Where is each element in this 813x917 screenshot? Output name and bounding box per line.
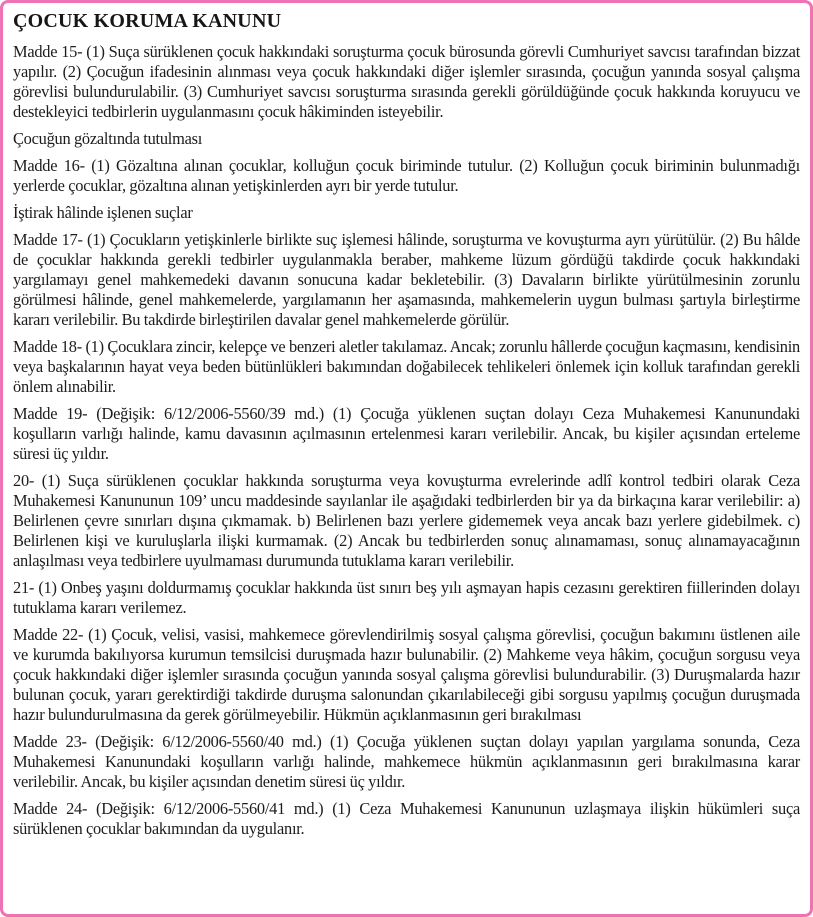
page-title: ÇOCUK KORUMA KANUNU xyxy=(13,10,282,32)
paragraph-madde-18: Madde 18- (1) Çocuklara zincir, kelepçe ve benzeri aletler takılamaz. Ancak; zorunlu hâllerde çocuğun kaçmasını, kendisinin veya başkalarının hayat veya beden bütünlükleri bakımından doğabilecek tehlikeleri önlemek için kolluk tarafından gerekli önlem alınabilir. xyxy=(13,337,800,396)
paragraph-madde-15: Madde 15- (1) Suça sürüklenen çocuk hakkındaki soruşturma çocuk bürosunda görevli Cumhuriyet savcısı tarafından bizzat yapılır. (2) Çocuğun ifadesinin alınması veya çocuk hakkındaki diğer işlemler sırasında, çocuğun yanında sosyal çalışma görevlisi bulundurulabilir. (3) Cumhuriyet savcısı soruşturma sırasında gerekli görüldüğünde çocuk hakkında koruyucu ve destekleyici tedbirlerin uygulanmasını çocuk hâkiminden isteyebilir. xyxy=(13,42,800,121)
paragraph-madde-19: Madde 19- (Değişik: 6/12/2006-5560/39 md.) (1) Çocuğa yüklenen suçtan dolayı Ceza Muhakemesi Kanunundaki koşulların varlığı halinde, kamu davasının açılmasının ertelenmesi kararı verilebilir. Ancak, bu kişiler açısından erteleme süresi üç yıldır. xyxy=(13,404,800,463)
paragraph-madde-24: Madde 24- (Değişik: 6/12/2006-5560/41 md.) (1) Ceza Muhakemesi Kanununun uzlaşmaya ilişkin hükümleri suça sürüklenen çocuklar bakımından da uygulanır. xyxy=(13,799,800,838)
paragraph-madde-23: Madde 23- (Değişik: 6/12/2006-5560/40 md.) (1) Çocuğa yüklenen suçtan dolayı yapılan yargılama sonunda, Ceza Muhakemesi Kanunundaki koşulların varlığı halinde, mahkemece hükmün açıklanmasının geri bırakılmasına karar verilebilir. Ancak, bu kişiler açısından denetim süresi üç yıldır. xyxy=(13,732,800,791)
section-heading-istirak-halinde: İştirak hâlinde işlenen suçlar xyxy=(13,203,193,222)
paragraph-madde-20: 20- (1) Suça sürüklenen çocuklar hakkında soruşturma veya kovuşturma evrelerinde adlî kontrol tedbiri olarak Ceza Muhakemesi Kanununun 109’ uncu maddesinde sayılanlar ile aşağıdaki tedbirlerden bir ya da birkaçına karar verilebilir: a) Belirlenen çevre sınırları dışına çıkmamak. b) Belirlenen bazı yerlere gidememek veya ancak bazı yerlere gidebilmek. c) Belirlenen kişi ve kuruluşlarla ilişki kurmamak. (2) Ancak bu tedbirlerden sonuç alınamaması, sonuç alınamayacağının anlaşılması veya tedbirlere uyulmaması durumunda tutuklama kararı verilebilir. xyxy=(13,471,800,570)
paragraph-madde-22: Madde 22- (1) Çocuk, velisi, vasisi, mahkemece görevlendirilmiş sosyal çalışma görevlisi, çocuğun bakımını üstlenen aile ve kurumda bakılıyorsa kurumun temsilcisi duruşmada hazır bulunabilir. (2) Mahkeme veya hâkim, çocuğun sorgusu veya çocuk hakkındaki diğer işlemler sırasında çocuğun yanında sosyal çalışma görevlisi bulundurabilir. (3) Duruşmalarda hazır bulunan çocuk, yararı gerektirdiği takdirde duruşma salonundan çıkarılabileceği gibi sorgusu yapılmış çocuğun duruşmada hazır bulundurulmasına da gerek görülmeyebilir. Hükmün açıklanmasının geri bırakılması xyxy=(13,625,800,724)
paragraph-madde-21: 21- (1) Onbeş yaşını doldurmamış çocuklar hakkında üst sınırı beş yılı aşmayan hapis cezasını gerektiren fiillerinden dolayı tutuklama kararı verilemez. xyxy=(13,578,800,617)
section-heading-gozaltinda-tutulma: Çocuğun gözaltında tutulması xyxy=(13,129,203,148)
paragraph-madde-17: Madde 17- (1) Çocukların yetişkinlerle birlikte suç işlemesi hâlinde, soruşturma ve kovuşturma ayrı yürütülür. (2) Bu hâlde de çocuklar hakkında gerekli tedbirler uygulanmakla beraber, mahkeme lüzum gördüğü takdirde çocuk hakkındaki yargılamayı genel mahkemedeki davanın sonucuna kadar bekletebilir. (3) Davaların birlikte yürütülmesinin zorunlu görülmesi hâlinde, genel mahkemelerde, yargılamanın her aşamasında, mahkemelerin uygun bulması şartıyla birleştirme kararı verilebilir. Bu takdirde birleştirilen davalar genel mahkemelerde görülür. xyxy=(13,230,800,329)
paragraph-madde-16: Madde 16- (1) Gözaltına alınan çocuklar, kolluğun çocuk biriminde tutulur. (2) Kolluğun çocuk biriminin bulunmadığı yerlerde çocuklar, gözaltına alınan yetişkinlerden ayrı bir yerde tutulur. xyxy=(13,156,800,195)
